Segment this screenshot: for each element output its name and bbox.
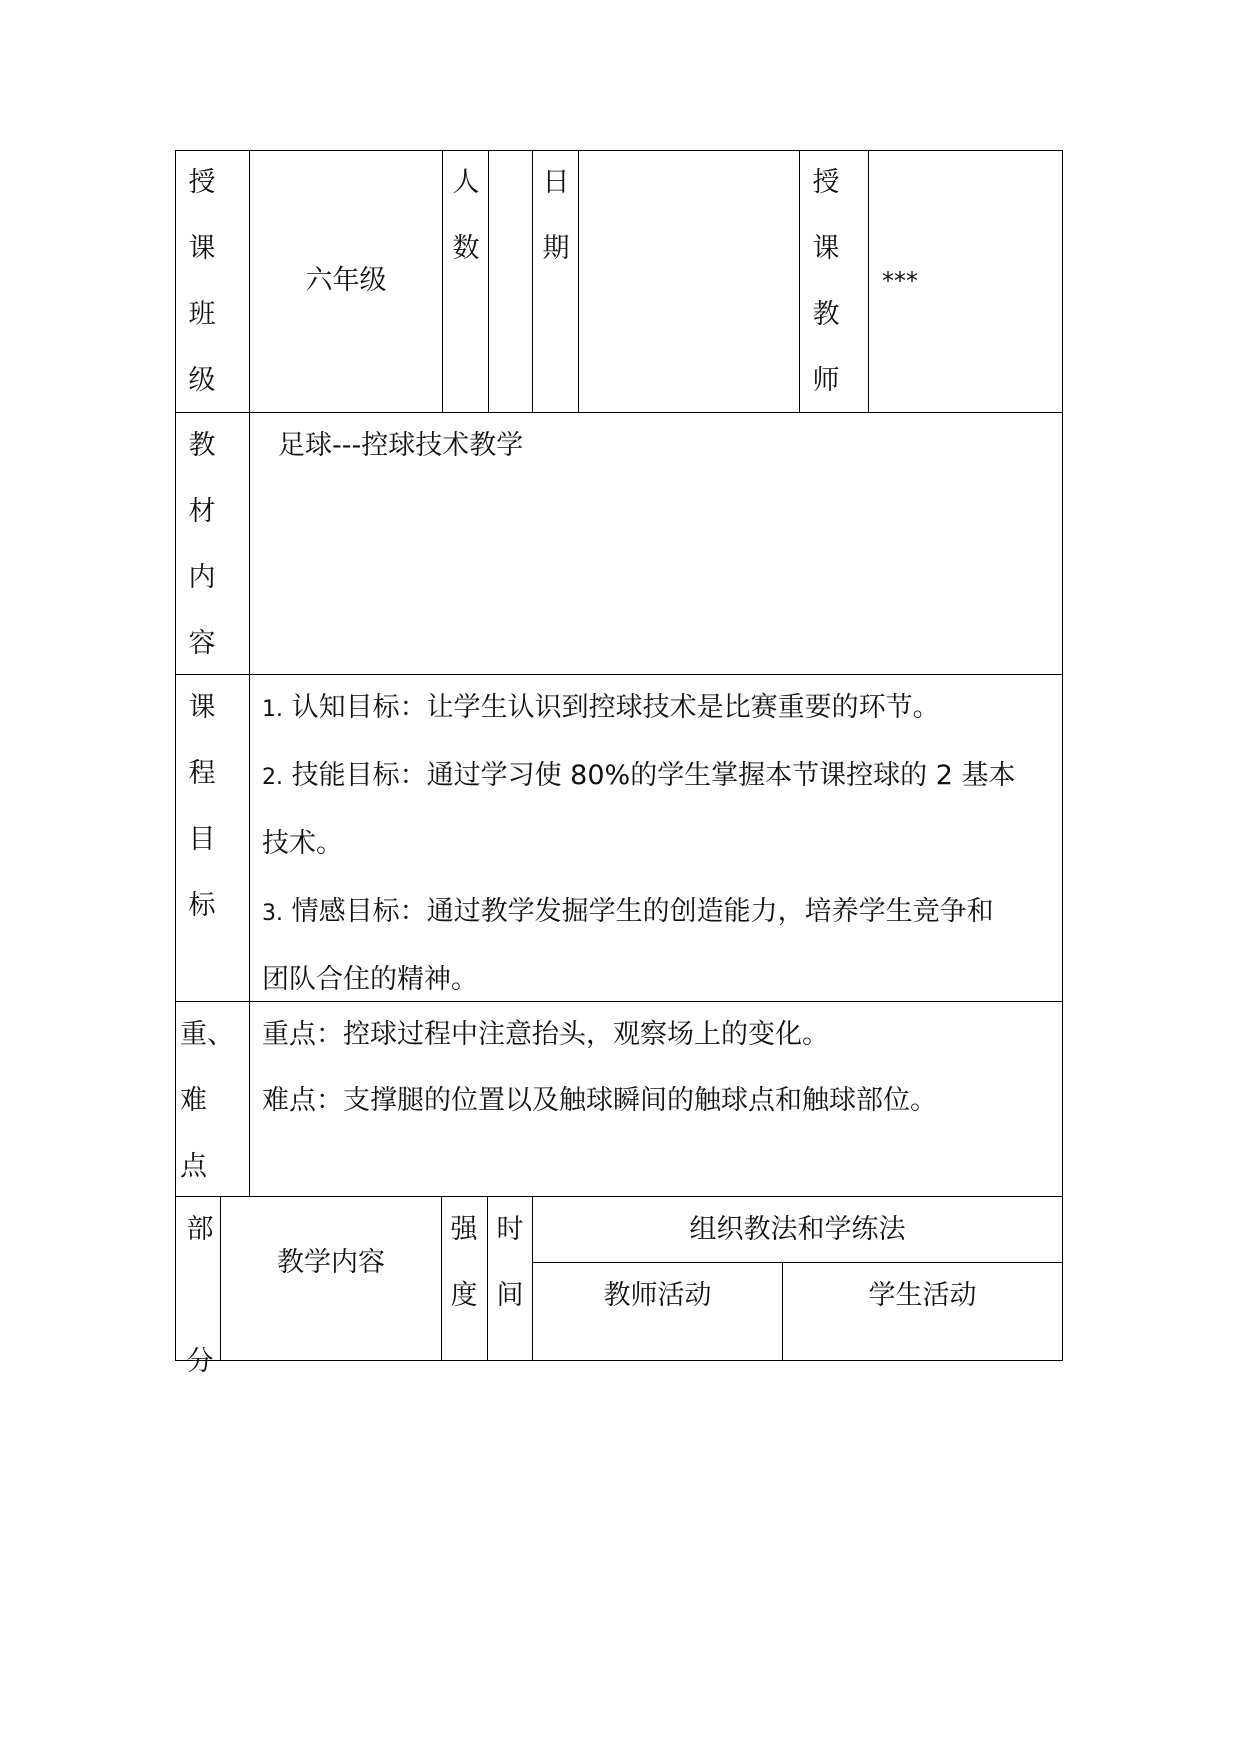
goal-line: 2. 技能目标：通过学习使 80%的学生掌握本节课控球的 2 基本 (262, 760, 1016, 791)
intensity-label: 强 度 (450, 1214, 478, 1311)
goal-line: 1. 认知目标：让学生认识到控球技术是比赛重要的环节。 (262, 692, 940, 723)
content-header: 教学内容 (277, 1247, 385, 1278)
key-point-line: 难点：支撑腿的位置以及触球瞬间的触球点和触球部位。 (262, 1085, 937, 1116)
date-label: 日 期 (542, 167, 570, 264)
material-value: 足球---控球技术教学 (278, 430, 524, 461)
student-activity-header: 学生活动 (868, 1280, 977, 1311)
key-point-line: 重点：控球过程中注意抬头，观察场上的变化。 (262, 1019, 829, 1050)
key-points-label: 重、 难 点 (180, 1019, 234, 1182)
part-label: 部 分 (186, 1214, 214, 1377)
goals-list (262, 675, 1057, 1015)
material-label: 教 材 内 容 (188, 430, 216, 659)
goal-line: 技术。 (262, 828, 343, 859)
class-value: 六年级 (305, 265, 387, 296)
teacher-activity-header: 教师活动 (603, 1280, 712, 1311)
teacher-label: 授 课 教 师 (812, 167, 840, 396)
goal-line: 3. 情感目标：通过教学发掘学生的创造能力，培养学生竞争和 (262, 896, 994, 927)
people-label: 人 数 (452, 167, 480, 264)
key-points-list (262, 1002, 1057, 1134)
class-label: 授 课 班 级 (188, 167, 216, 396)
goals-label: 课 程 目 标 (188, 692, 216, 921)
time-label: 时 间 (496, 1214, 524, 1311)
teacher-value: *** (882, 267, 918, 295)
org-header: 组织教法和学练法 (689, 1214, 906, 1245)
goal-line: 团队合住的精神。 (262, 964, 478, 995)
